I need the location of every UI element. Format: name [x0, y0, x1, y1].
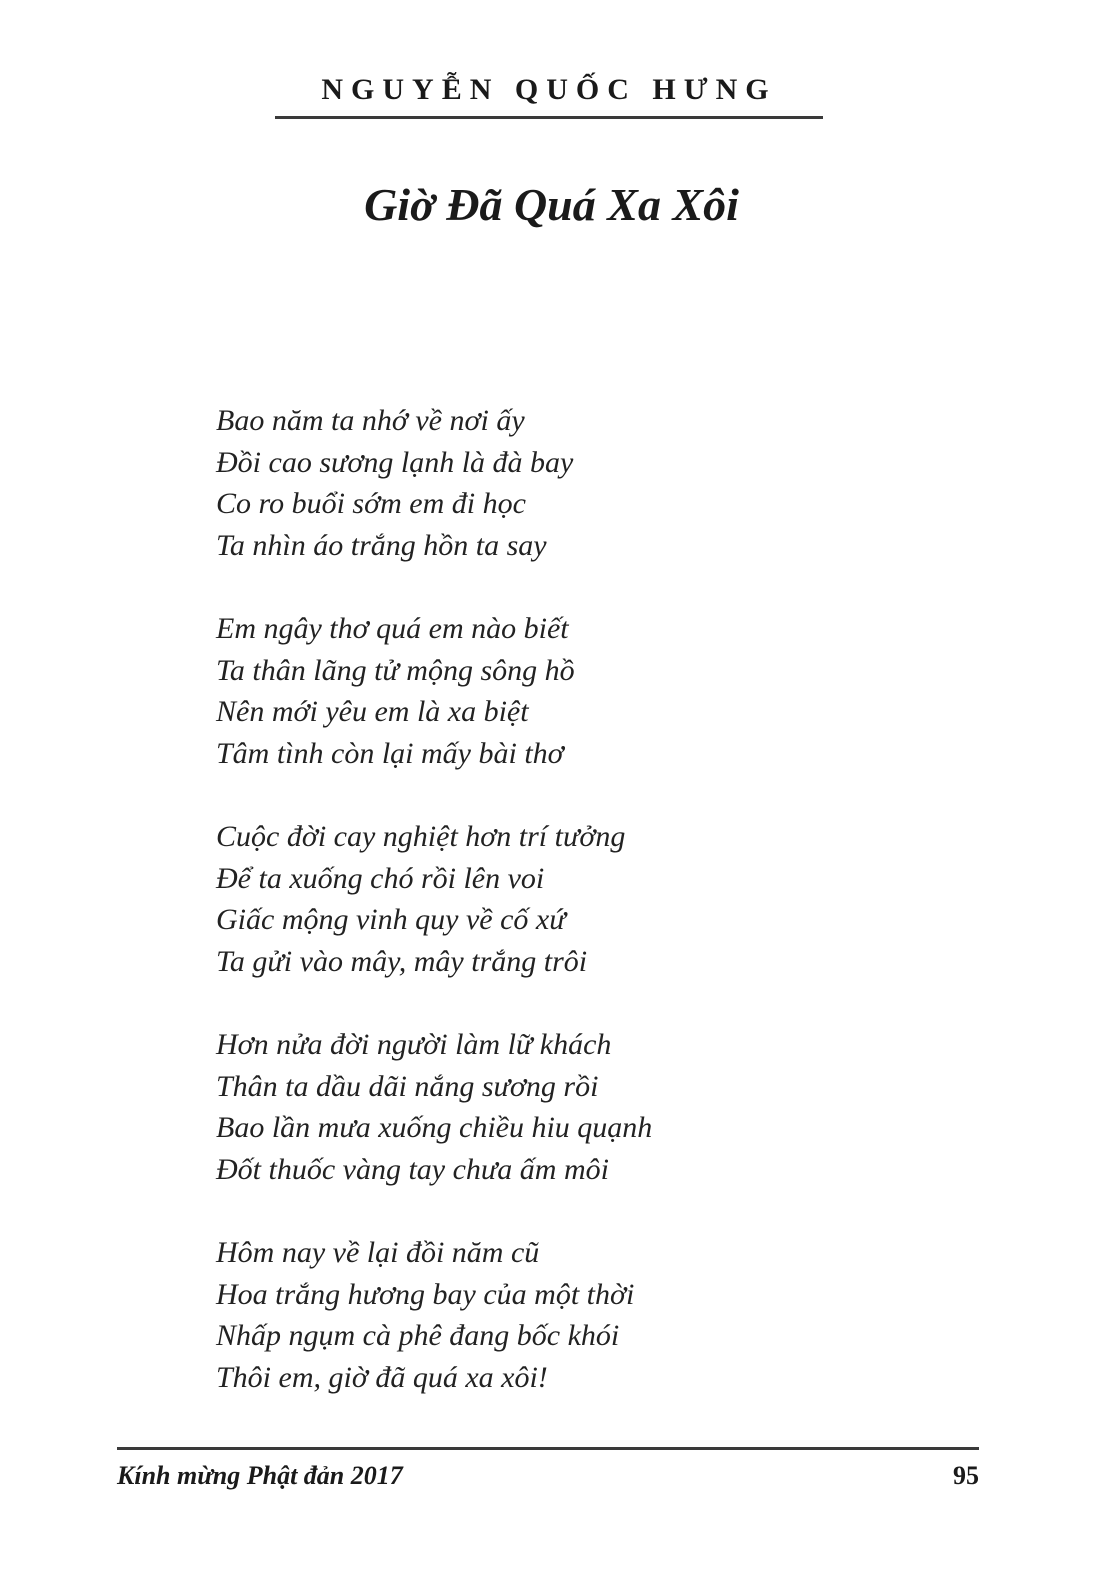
poem-line: Hoa trắng hương bay của một thời: [216, 1277, 635, 1311]
poem-line: Tâm tình còn lại mấy bài thơ: [216, 736, 564, 770]
poem-line: Nhấp ngụm cà phê đang bốc khói: [216, 1319, 620, 1352]
stanza-1: [216, 400, 916, 566]
stanza-2: [216, 608, 916, 774]
poem-line: Cuộc đời cay nghiệt hơn trí tưởng: [216, 820, 626, 853]
stanza-5: [216, 1232, 916, 1398]
poem-line: Em ngây thơ quá em nào biết: [216, 612, 569, 645]
poem-line: Đồi cao sương lạnh là đà bay: [216, 445, 574, 479]
poem-line: Giấc mộng vinh quy về cố xứ: [216, 903, 566, 936]
author-name: NGUYỄN QUỐC HƯNG: [321, 73, 777, 106]
footer-divider: [117, 1447, 979, 1450]
poem-line: Ta thân lãng tử mộng sông hồ: [216, 653, 575, 687]
poem-line: Để ta xuống chó rồi lên voi: [216, 861, 545, 895]
poem-line: Bao lần mưa xuống chiều hiu quạnh: [216, 1111, 653, 1144]
poem-line: Ta gửi vào mây, mây trắng trôi: [216, 944, 588, 978]
page-number: 95: [953, 1461, 979, 1490]
poem-line: Ta nhìn áo trắng hồn ta say: [216, 528, 547, 562]
poem-line: Hôm nay về lại đồi năm cũ: [216, 1236, 540, 1269]
poem-line: Thôi em, giờ đã quá xa xôi!: [216, 1360, 548, 1394]
poem-line: Bao năm ta nhớ về nơi ấy: [216, 404, 525, 437]
poem-title: Giờ Đã Quá Xa Xôi: [364, 179, 739, 230]
header-divider: [275, 116, 823, 119]
poem-line: Nên mới yêu em là xa biệt: [216, 695, 529, 728]
stanza-4: [216, 1024, 916, 1190]
stanza-3: [216, 816, 916, 982]
publication-name: Kính mừng Phật đản 2017: [117, 1461, 403, 1490]
poem-line: Đốt thuốc vàng tay chưa ấm môi: [216, 1152, 609, 1186]
poem-line: Co ro buổi sớm em đi học: [216, 487, 526, 520]
poem-line: Thân ta dầu dãi nắng sương rồi: [216, 1069, 599, 1103]
poem-body: [216, 400, 916, 1440]
poem-line: Hơn nửa đời người làm lữ khách: [216, 1028, 612, 1061]
